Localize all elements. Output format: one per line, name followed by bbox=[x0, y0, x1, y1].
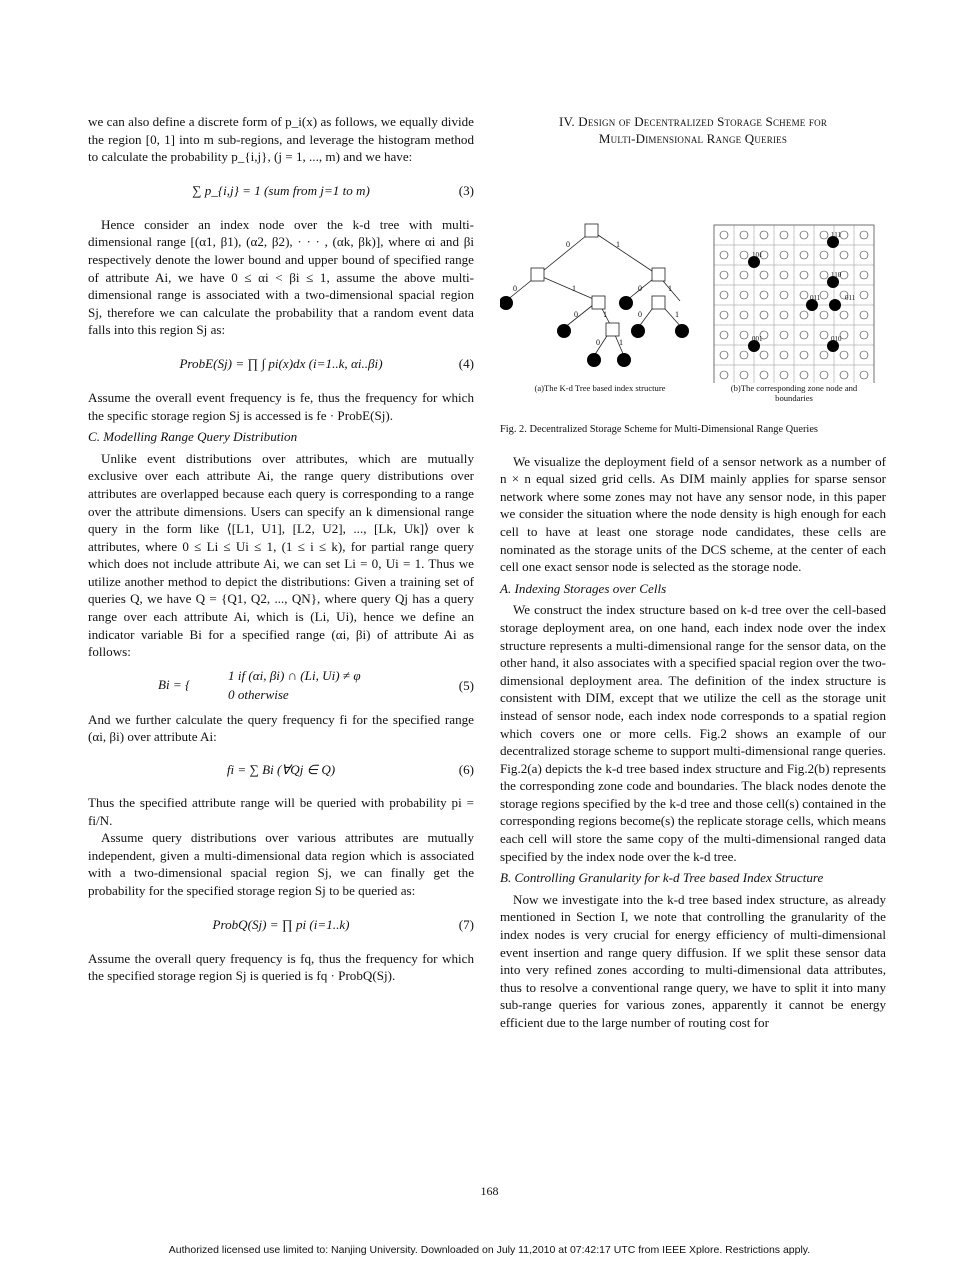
sensor-node bbox=[860, 371, 868, 379]
sensor-node bbox=[860, 311, 868, 319]
grid-zone-labels bbox=[752, 231, 856, 343]
paragraph: Thus the specified attribute range will be queried with probability pi = fi/N. bbox=[88, 795, 474, 828]
page-number: 168 bbox=[480, 1184, 499, 1198]
zone-label: 001 bbox=[752, 335, 763, 343]
paragraph: We visualize the deployment field of a sensor network as a number of n × n equal sized grid cells. As DIM mainly applies for sparse sensor network where some zones may not have any sensor node, in this paper we consider the situation where the node density is high enough for each cell to have at least one storage node candidates, these cells are nominated as the storage units of the DCS scheme, at the center of each cell one exact sensor node is selected as the storage node. bbox=[500, 453, 886, 575]
sensor-node bbox=[820, 291, 828, 299]
zone-label: 111 bbox=[831, 231, 841, 239]
figure-2 bbox=[500, 153, 886, 415]
equation-3: ∑ p_{i,j} = 1 (sum from j=1 to m) (3) bbox=[192, 182, 474, 198]
tree-node bbox=[606, 323, 619, 336]
edge-label: 0 bbox=[566, 240, 570, 249]
kd-tree-nodes bbox=[500, 224, 689, 367]
storage-node bbox=[675, 324, 689, 338]
storage-node bbox=[829, 299, 841, 311]
subsection-heading: C. Modelling Range Query Distribution bbox=[88, 429, 298, 445]
edge-label: 1 bbox=[668, 284, 672, 293]
sensor-node bbox=[780, 331, 788, 339]
paragraph: Assume the overall event frequency is fe, thus the frequency for which the specific storage region Sj is accessed is fe · ProbE(Sj). bbox=[88, 389, 474, 423]
sensor-node bbox=[780, 351, 788, 359]
figure-2-graphic bbox=[500, 153, 886, 383]
sensor-node bbox=[760, 311, 768, 319]
tree-node bbox=[585, 224, 598, 237]
tree-node bbox=[652, 296, 665, 309]
sensor-node bbox=[820, 271, 828, 279]
right-column bbox=[500, 113, 886, 1032]
sensor-node bbox=[860, 291, 868, 299]
kd-tree-diagram bbox=[506, 231, 682, 356]
sensor-node bbox=[720, 351, 728, 359]
sensor-node bbox=[760, 231, 768, 239]
paragraph: we can also define a discrete form of p_i(x) as follows, we equally divide the region [0, 1] into m sub-regions, and leverage the histogram method to calculate the probability p_{i,j}, (j = 1, ..., m) and we have: bbox=[88, 114, 474, 165]
paragraph: Hence consider an index node over the k-d tree with multi-dimensional range [(α1, β1), (α2, β2), · · · , (αk, βk)], where αi and βi respectively denote the lower bound and upper bound of specified range of attribute Ai, we have 0 ≤ αi < βi ≤ 1, assume the above multi-dimensional range is associated with a two-dimensional spacial region Sj, therefore we can calculate the probability that a random event data falls into this region Sj as: bbox=[88, 216, 474, 338]
sensor-node bbox=[840, 311, 848, 319]
sensor-node bbox=[820, 331, 828, 339]
sensor-node bbox=[740, 371, 748, 379]
sensor-node bbox=[720, 311, 728, 319]
tree-node bbox=[592, 296, 605, 309]
sensor-node bbox=[860, 231, 868, 239]
storage-node bbox=[587, 353, 601, 367]
edge-label: 0 bbox=[574, 310, 578, 319]
equation-4: ProbE(Sj) = ∏ ∫ pi(x)dx (i=1..k, αi..βi) (4) bbox=[179, 355, 474, 371]
edge-label: 1 bbox=[675, 310, 679, 319]
sensor-node bbox=[860, 331, 868, 339]
sensor-node bbox=[740, 311, 748, 319]
sensor-node bbox=[780, 231, 788, 239]
storage-node bbox=[617, 353, 631, 367]
sensor-node bbox=[840, 371, 848, 379]
sensor-node bbox=[800, 331, 808, 339]
sensor-node bbox=[820, 351, 828, 359]
sensor-node bbox=[820, 231, 828, 239]
sensor-node bbox=[720, 251, 728, 259]
zone-label: 010 bbox=[831, 335, 842, 343]
zone-label: 011 bbox=[810, 294, 821, 302]
storage-node bbox=[500, 296, 513, 310]
sensor-node bbox=[740, 231, 748, 239]
sensor-node bbox=[740, 271, 748, 279]
tree-node bbox=[652, 268, 665, 281]
sensor-node bbox=[780, 271, 788, 279]
zone-label: 101 bbox=[752, 251, 763, 259]
sensor-node bbox=[820, 251, 828, 259]
figure-subcaption-b: (b)The corresponding zone node and boundaries bbox=[730, 383, 858, 403]
sensor-node bbox=[720, 271, 728, 279]
subsection-heading: B. Controlling Granularity for k-d Tree based Index Structure bbox=[500, 870, 824, 886]
sensor-node bbox=[760, 271, 768, 279]
sensor-node bbox=[780, 371, 788, 379]
storage-node bbox=[631, 324, 645, 338]
paragraph: Now we investigate into the k-d tree based index structure, as already mentioned in Section I, we note that controlling the granularity of the index nodes is very crucial for energy efficiency of multi-dimensional event insertion and range query diffusion. If we split these sensor data into very refined zones according to multi-dimensional data attributes, thus to resolve a conventional range query, we have to split it into many sub-range queries for various zones, apparently it cannot be energy efficient due to the large number of routing cost for bbox=[500, 891, 886, 1030]
sensor-node bbox=[860, 351, 868, 359]
edge-label: 1 bbox=[572, 284, 576, 293]
footer-notice: Authorized licensed use limited to: Nanjing University. Downloaded on July 11,2010 at 07:42:17 UTC from IEEE Xplore. Restrictions apply. bbox=[168, 1244, 811, 1256]
figure-caption: Fig. 2. Decentralized Storage Scheme for Multi-Dimensional Range Queries bbox=[500, 424, 818, 435]
sensor-node bbox=[860, 251, 868, 259]
paragraph: Unlike event distributions over attributes, which are mutually exclusive over each attribute Ai, the range query distributions over attributes are overlapped because each query is corresponding to a range over the attribute dimensions. Users can specify an k dimensional range query in the form like ⟨[L1, U1], [L2, U2], ..., [Lk, Uk]⟩ over k attributes, where 0 ≤ Li ≤ Ui ≤ 1, (1 ≤ i ≤ k), for partial range query which does not include attribute Ai, we can set Li = 0, Ui = 1. Thus we utilize another method to depict the distributions: Given a training set of queries Q, we have Q = {Q1, Q2, ..., QN}, where query Qj has a query range over each attribute Ai, which is (Li, Ui), hence we define an indicator variable Bi for a specified range (αi, βi) of attribute Ai as follows: bbox=[88, 450, 474, 660]
section-heading: IV. Design of Decentralized Storage Scheme for Multi-Dimensional Range Queries bbox=[558, 114, 828, 146]
sensor-node bbox=[740, 291, 748, 299]
edge-label: 0 bbox=[638, 284, 642, 293]
sensor-node bbox=[720, 291, 728, 299]
paragraph: Assume query distributions over various attributes are mutually independent, given a multi-dimensional data region which is associated with a two-dimensional spacial region Sj, we can finally get the probability for the specified storage region Sj to be queried as: bbox=[88, 830, 474, 898]
paragraph: Assume the overall query frequency is fq, thus the frequency for which the specified storage region Sj is queried is fq · ProbQ(Sj). bbox=[88, 950, 474, 984]
figure-subcaption-a: (a)The K-d Tree based index structure bbox=[534, 383, 666, 393]
sensor-node bbox=[740, 251, 748, 259]
edge-label: 1 bbox=[616, 240, 620, 249]
edge-label: 0 bbox=[513, 284, 517, 293]
subsection-heading: A. Indexing Storages over Cells bbox=[500, 580, 667, 596]
edge-label: 1 bbox=[603, 310, 607, 319]
edge-label: 1 bbox=[619, 338, 623, 347]
sensor-node bbox=[800, 311, 808, 319]
edge-label: 0 bbox=[596, 338, 600, 347]
sensor-node bbox=[760, 351, 768, 359]
paragraph: And we further calculate the query frequency fi for the specified range (αi, βi) over attribute Ai: bbox=[88, 711, 474, 745]
equation-5: Bi = { 1 if (αi, βi) ∩ (Li, Ui) ≠ φ 0 otherwise (5) bbox=[158, 667, 474, 702]
equation-7: ProbQ(Sj) = ∏ pi (i=1..k) (7) bbox=[212, 916, 474, 932]
sensor-node bbox=[780, 311, 788, 319]
sensor-node bbox=[840, 231, 848, 239]
storage-node bbox=[619, 296, 633, 310]
equation-6: fi = ∑ Bi (∀Qj ∈ Q) (6) bbox=[226, 762, 474, 778]
sensor-node bbox=[800, 251, 808, 259]
sensor-node bbox=[720, 331, 728, 339]
sensor-node bbox=[800, 271, 808, 279]
sensor-node bbox=[720, 371, 728, 379]
zone-label: 110 bbox=[831, 271, 842, 279]
tree-edge-labels bbox=[513, 240, 679, 347]
sensor-node bbox=[820, 311, 828, 319]
tree-node bbox=[531, 268, 544, 281]
sensor-node bbox=[840, 351, 848, 359]
left-column bbox=[88, 113, 474, 985]
sensor-node bbox=[800, 231, 808, 239]
sensor-node bbox=[800, 351, 808, 359]
sensor-node bbox=[840, 251, 848, 259]
zone-label: 011 bbox=[845, 294, 856, 302]
sensor-node bbox=[760, 371, 768, 379]
sensor-node bbox=[720, 231, 728, 239]
sensor-node bbox=[860, 271, 868, 279]
sensor-node bbox=[820, 371, 828, 379]
sensor-node bbox=[800, 371, 808, 379]
zone-grid bbox=[714, 225, 874, 383]
sensor-node bbox=[740, 331, 748, 339]
sensor-node bbox=[780, 251, 788, 259]
sensor-node bbox=[760, 291, 768, 299]
edge-label: 0 bbox=[638, 310, 642, 319]
sensor-node bbox=[800, 291, 808, 299]
sensor-node bbox=[780, 291, 788, 299]
sensor-node bbox=[740, 351, 748, 359]
paragraph: We construct the index structure based on k-d tree over the cell-based storage deployment area, on one hand, each index node over the index structure represents a multi-dimensional range for the sensor data, on the other hand, it also associates with a specified spacial region over the two-dimensional deployment area. The definition of the index structure is consistent with DIM, except that we utilize the cell as the storage unit instead of sensor node, each index node corresponds to a spatial region which covers one or more cells. Fig.2 shows an example of our decentralized storage scheme to support multi-dimensional range queries. Fig.2(a) depicts the k-d tree based index structure and Fig.2(b) represents the corresponding zone code and boundaries. The black nodes denote the storage regions specified by the k-d tree and those cell(s) contained in the corresponding regions become(s) the replicate storage cells, which means each cell will store the same copy of the multi-dimensional ranged data specified by the index node over the k-d tree. bbox=[500, 602, 886, 864]
storage-node bbox=[557, 324, 571, 338]
